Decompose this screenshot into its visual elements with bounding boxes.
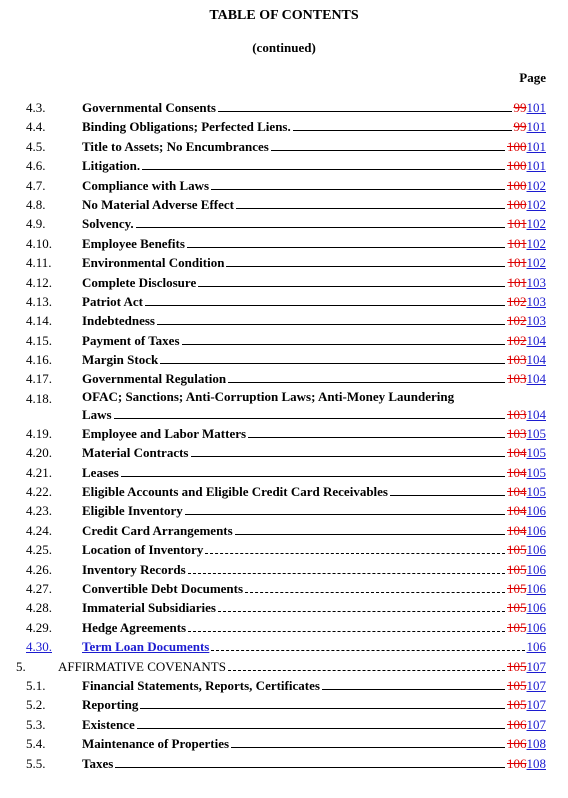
toc-entry-number: 5.3.	[26, 716, 46, 732]
toc-entry-text	[82, 424, 546, 443]
toc-entry[interactable]	[0, 715, 568, 734]
toc-entry-number: 4.27.	[26, 580, 52, 596]
toc-page-number	[514, 117, 547, 136]
toc-entry-number: 4.22.	[26, 484, 52, 500]
toc-entry-number: 4.23.	[26, 503, 52, 519]
toc-leader-line	[137, 716, 505, 729]
inserted-page-number[interactable]: 105	[526, 445, 546, 461]
deleted-page-number: 106	[507, 716, 527, 732]
toc-leader-line	[271, 138, 505, 151]
toc-entry-number: 5.1.	[26, 677, 46, 693]
toc-page-number	[507, 443, 546, 462]
toc-leader-line	[293, 118, 512, 131]
toc-page-number	[507, 214, 546, 233]
toc-page-number	[507, 253, 546, 272]
toc-leader-line	[245, 580, 505, 593]
deleted-page-number: 105	[507, 677, 527, 693]
toc-page-number	[507, 176, 546, 195]
inserted-page-number[interactable]: 102	[526, 255, 546, 271]
toc-entry[interactable]	[0, 482, 568, 501]
deleted-page-number: 100	[507, 177, 527, 193]
toc-entry-text	[82, 695, 546, 714]
toc-entry-text	[82, 117, 546, 136]
deleted-page-number: 101	[507, 274, 527, 290]
toc-entry[interactable]	[0, 214, 568, 233]
toc-page-number	[507, 501, 546, 520]
toc-entry[interactable]	[0, 273, 568, 292]
inserted-page-number[interactable]: 106	[526, 542, 546, 558]
toc-entry-label: Inventory Records	[82, 561, 186, 577]
toc-entry[interactable]	[0, 137, 568, 156]
toc-entry-label: Patriot Act	[82, 293, 144, 309]
toc-entry-label: Environmental Condition	[82, 255, 225, 271]
toc-entry[interactable]	[0, 195, 568, 214]
inserted-page-number[interactable]: 103	[526, 274, 546, 290]
toc-entry-number: 4.20.	[26, 445, 52, 461]
table-of-contents	[0, 98, 568, 773]
toc-leader-line	[191, 444, 506, 457]
inserted-page-number[interactable]: 107	[526, 677, 546, 693]
toc-entry-text	[82, 618, 546, 637]
toc-entry-number: 4.30.	[26, 639, 52, 655]
toc-entry-text	[82, 482, 546, 501]
inserted-page-number[interactable]: 106	[526, 580, 546, 596]
inserted-page-number[interactable]: 102	[526, 235, 546, 251]
toc-leader-line	[114, 406, 505, 419]
toc-entry-label: Eligible Accounts and Eligible Credit Card Receivables	[82, 484, 388, 500]
toc-leader-line	[228, 658, 505, 671]
toc-entry-number: 4.26.	[26, 561, 52, 577]
toc-entry-text	[82, 350, 546, 369]
toc-page-number	[507, 463, 546, 482]
toc-entry[interactable]	[0, 598, 568, 617]
toc-entry-text	[82, 273, 546, 292]
deleted-page-number: 103	[507, 406, 527, 422]
toc-entry[interactable]	[0, 560, 568, 579]
inserted-page-number[interactable]: 106	[526, 561, 546, 577]
toc-page-number	[507, 521, 546, 540]
inserted-page-number[interactable]: 101	[526, 100, 546, 115]
toc-entry[interactable]	[0, 234, 568, 253]
page-column-header: Page	[519, 70, 546, 85]
toc-entry-number: 4.21.	[26, 464, 52, 480]
toc-entry-number: 4.4.	[26, 119, 46, 135]
toc-leader-line	[142, 157, 505, 170]
toc-page-number	[507, 676, 546, 695]
toc-entry-text	[82, 234, 546, 253]
deleted-page-number: 105	[507, 658, 527, 674]
deleted-page-number: 102	[507, 293, 527, 309]
toc-entry-label: Employee Benefits	[82, 235, 185, 251]
toc-entry-label: Reporting	[82, 697, 139, 713]
toc-entry-number: 4.18.	[26, 390, 52, 406]
toc-entry-text	[82, 560, 546, 579]
toc-leader-line	[205, 541, 505, 554]
inserted-page-number[interactable]: 105	[526, 484, 546, 500]
inserted-page-number[interactable]: 101	[526, 158, 546, 174]
toc-entry-number: 4.6.	[26, 158, 46, 174]
toc-entry-label: Hedge Agreements	[82, 619, 187, 635]
toc-entry-number: 5.2.	[26, 697, 46, 713]
inserted-page-number[interactable]: 108	[526, 736, 546, 752]
toc-entry-text	[82, 389, 546, 424]
toc-leader-line	[182, 332, 506, 345]
toc-entry-label: Compliance with Laws	[82, 177, 210, 193]
deleted-page-number: 105	[507, 580, 527, 596]
toc-entry-text	[82, 253, 546, 272]
toc-entry[interactable]	[0, 463, 568, 482]
inserted-page-number[interactable]: 106	[526, 639, 546, 655]
inserted-page-number[interactable]: 104	[526, 406, 546, 422]
toc-entry-number: 4.10.	[26, 235, 52, 251]
toc-entry-number: 4.9.	[26, 216, 46, 232]
toc-entry-label: Existence	[82, 716, 135, 732]
toc-leader-line	[228, 370, 505, 383]
toc-leader-line	[185, 502, 505, 515]
toc-page-number	[507, 311, 546, 330]
toc-entry[interactable]	[0, 389, 568, 424]
deleted-page-number: 103	[507, 425, 527, 441]
toc-entry[interactable]	[0, 311, 568, 330]
toc-page-number	[507, 137, 546, 156]
toc-leader-line	[160, 351, 505, 364]
toc-entry[interactable]	[0, 350, 568, 369]
inserted-page-number[interactable]: 101	[526, 138, 546, 154]
toc-entry[interactable]	[0, 540, 568, 559]
toc-entry-text	[82, 331, 546, 350]
deleted-page-number: 102	[507, 313, 527, 329]
deleted-page-number: 100	[507, 138, 527, 154]
inserted-page-number[interactable]: 102	[526, 196, 546, 212]
toc-leader-line	[218, 99, 512, 112]
toc-leader-line	[140, 696, 505, 709]
inserted-page-number[interactable]: 105	[526, 425, 546, 441]
toc-entry-label: Financial Statements, Reports, Certificates	[82, 677, 320, 693]
toc-page-number	[514, 98, 547, 117]
toc-entry-number: 4.5.	[26, 138, 46, 154]
toc-leader-line	[145, 293, 505, 306]
toc-page-number	[507, 598, 546, 617]
toc-leader-line	[188, 561, 505, 574]
deleted-page-number: 102	[507, 332, 527, 348]
toc-page-number	[507, 715, 546, 734]
toc-entry-label: Material Contracts	[82, 445, 189, 461]
toc-entry[interactable]	[0, 443, 568, 462]
toc-leader-line	[218, 599, 505, 612]
toc-leader-line	[390, 483, 505, 496]
toc-entry-text	[82, 369, 546, 388]
toc-page-number	[527, 637, 547, 656]
toc-entry-label: Governmental Regulation	[82, 371, 227, 387]
toc-page-number	[507, 331, 546, 350]
toc-leader-line	[198, 274, 505, 287]
toc-entry-number: 4.8.	[26, 196, 46, 212]
toc-page-number	[507, 754, 546, 773]
toc-entry-label: Binding Obligations; Perfected Liens.	[82, 119, 291, 135]
toc-leader-line	[211, 638, 524, 651]
deleted-page-number: 104	[507, 464, 527, 480]
toc-entry-label: Term Loan Documents	[82, 639, 210, 655]
inserted-page-number[interactable]: 102	[526, 177, 546, 193]
toc-entry-text	[82, 463, 546, 482]
toc-entry[interactable]	[0, 676, 568, 695]
toc-entry-text	[82, 137, 546, 156]
toc-leader-line	[136, 215, 506, 228]
inserted-page-number[interactable]: 106	[526, 522, 546, 538]
inserted-page-number[interactable]: 102	[526, 216, 546, 232]
toc-entry-label: Credit Card Arrangements	[82, 522, 233, 538]
toc-entry-label: Laws	[82, 406, 112, 422]
deleted-page-number: 103	[507, 371, 527, 387]
toc-entry-number: 4.14.	[26, 313, 52, 329]
toc-entry[interactable]	[0, 734, 568, 753]
toc-entry-text	[82, 195, 546, 214]
toc-entry-label: No Material Adverse Effect	[82, 196, 234, 212]
toc-entry[interactable]	[0, 695, 568, 714]
toc-leader-line	[121, 464, 505, 477]
deleted-page-number: 104	[507, 522, 527, 538]
inserted-page-number[interactable]: 107	[526, 716, 546, 732]
toc-entry-number: 5.5.	[26, 755, 46, 771]
toc-entry-text	[82, 579, 546, 598]
toc-leader-line	[322, 677, 505, 690]
toc-entry-text	[82, 637, 546, 656]
page-title: TABLE OF CONTENTS	[209, 8, 359, 23]
toc-entry-text	[82, 501, 546, 520]
toc-entry[interactable]	[0, 253, 568, 272]
toc-entry-label: Margin Stock	[82, 352, 159, 368]
deleted-page-number: 99	[513, 100, 527, 115]
toc-page-number	[507, 540, 546, 559]
toc-entry-text	[82, 676, 546, 695]
deleted-page-number: 104	[507, 503, 527, 519]
inserted-page-number[interactable]: 108	[526, 755, 546, 771]
toc-leader-line	[226, 254, 505, 267]
toc-entry-label: Indebtedness	[82, 313, 155, 329]
toc-entry-number: 4.19.	[26, 425, 52, 441]
toc-page-number	[507, 195, 546, 214]
toc-entry-number: 4.12.	[26, 274, 52, 290]
deleted-page-number: 100	[507, 196, 527, 212]
toc-page-number	[507, 292, 546, 311]
toc-entry[interactable]	[0, 501, 568, 520]
deleted-page-number: 105	[507, 619, 527, 635]
inserted-page-number[interactable]: 101	[526, 119, 546, 135]
toc-page-number	[507, 405, 546, 424]
deleted-page-number: 106	[507, 736, 527, 752]
toc-entry-number: 4.16.	[26, 352, 52, 368]
toc-page-number	[507, 618, 546, 637]
deleted-page-number: 105	[507, 697, 527, 713]
toc-entry-label: AFFIRMATIVE COVENANTS	[58, 658, 226, 674]
toc-page-number	[507, 482, 546, 501]
toc-entry-number: 4.7.	[26, 177, 46, 193]
toc-entry[interactable]	[0, 117, 568, 136]
toc-entry[interactable]	[0, 579, 568, 598]
toc-page-number	[507, 369, 546, 388]
deleted-page-number: 106	[507, 755, 527, 771]
toc-entry[interactable]	[0, 424, 568, 443]
toc-entry-text	[82, 156, 546, 175]
toc-page-number	[507, 579, 546, 598]
toc-entry-label: Leases	[82, 464, 119, 480]
inserted-page-number[interactable]: 107	[526, 658, 546, 674]
toc-entry-text	[82, 715, 546, 734]
inserted-page-number[interactable]: 104	[526, 371, 546, 387]
toc-entry-number: 4.28.	[26, 600, 52, 616]
toc-entry-label: Title to Assets; No Encumbrances	[82, 138, 269, 154]
inserted-page-number[interactable]: 107	[526, 697, 546, 713]
toc-entry-label: Immaterial Subsidiaries	[82, 600, 216, 616]
toc-leader-line	[188, 619, 505, 632]
toc-entry-number: 4.24.	[26, 522, 52, 538]
toc-page-number	[507, 156, 546, 175]
toc-entry-label: Eligible Inventory	[82, 503, 183, 519]
toc-entry[interactable]	[0, 156, 568, 175]
toc-entry[interactable]	[0, 618, 568, 637]
toc-entry-number: 4.15.	[26, 332, 52, 348]
toc-page-number	[507, 424, 546, 443]
toc-entry-text	[82, 521, 546, 540]
toc-entry-text	[82, 311, 546, 330]
toc-entry-number: 4.29.	[26, 619, 52, 635]
toc-entry-number: 5.	[16, 658, 26, 674]
deleted-page-number: 100	[507, 158, 527, 174]
toc-entry-text	[82, 98, 546, 117]
toc-leader-line	[115, 755, 505, 768]
toc-entry[interactable]	[0, 98, 568, 117]
deleted-page-number: 101	[507, 235, 527, 251]
toc-entry[interactable]	[0, 754, 568, 773]
toc-leader-line	[231, 735, 505, 748]
toc-entry-number: 4.17.	[26, 371, 52, 387]
toc-entry[interactable]	[0, 369, 568, 388]
toc-leader-line	[236, 196, 505, 209]
toc-page-number	[507, 657, 546, 676]
toc-leader-line	[211, 177, 505, 190]
deleted-page-number: 104	[507, 445, 527, 461]
inserted-page-number[interactable]: 106	[526, 619, 546, 635]
inserted-page-number[interactable]: 106	[526, 600, 546, 616]
toc-page-number	[507, 734, 546, 753]
toc-leader-line	[248, 425, 505, 438]
deleted-page-number: 105	[507, 542, 527, 558]
toc-entry-label: Solvency.	[82, 216, 134, 232]
toc-entry-text	[82, 176, 546, 195]
toc-entry-text	[82, 540, 546, 559]
toc-entry-label: Employee and Labor Matters	[82, 425, 247, 441]
toc-page-number	[507, 234, 546, 253]
toc-entry-text	[82, 214, 546, 233]
toc-entry[interactable]	[0, 292, 568, 311]
toc-page-number	[507, 695, 546, 714]
toc-entry-text	[82, 734, 546, 753]
toc-entry-label: Convertible Debt Documents	[82, 580, 244, 596]
toc-entry-label: Maintenance of Properties	[82, 736, 230, 752]
toc-page-number	[507, 350, 546, 369]
toc-entry-label: Payment of Taxes	[82, 332, 180, 348]
deleted-page-number: 101	[507, 255, 527, 271]
deleted-page-number: 104	[507, 484, 527, 500]
inserted-page-number[interactable]: 104	[526, 352, 546, 368]
deleted-page-number: 105	[507, 600, 527, 616]
toc-entry-label: Taxes	[82, 755, 114, 771]
toc-entry-label: Governmental Consents	[82, 100, 216, 115]
inserted-page-number[interactable]: 106	[526, 503, 546, 519]
deleted-page-number: 101	[507, 216, 527, 232]
toc-entry-number: 4.25.	[26, 542, 52, 558]
toc-page-number	[507, 560, 546, 579]
toc-entry-label-line1: OFAC; Sanctions; Anti-Corruption Laws; Anti-Money Laundering	[82, 388, 455, 404]
toc-entry-text	[82, 443, 546, 462]
toc-entry-number: 5.4.	[26, 736, 46, 752]
toc-entry[interactable]	[0, 657, 568, 676]
inserted-page-number[interactable]: 105	[526, 464, 546, 480]
toc-entry-number: 4.3.	[26, 100, 46, 115]
toc-page-number	[507, 273, 546, 292]
toc-leader-line	[235, 522, 505, 535]
deleted-page-number: 105	[507, 561, 527, 577]
toc-entry-number: 4.11.	[26, 255, 52, 271]
toc-entry-label: Complete Disclosure	[82, 274, 197, 290]
inserted-page-number[interactable]: 103	[526, 293, 546, 309]
toc-entry-number: 4.13.	[26, 293, 52, 309]
deleted-page-number: 103	[507, 352, 527, 368]
toc-entry-label: Location of Inventory	[82, 542, 204, 558]
toc-entry-text	[58, 657, 546, 676]
toc-entry[interactable]	[0, 637, 568, 656]
toc-entry-label: Litigation.	[82, 158, 141, 174]
page-subtitle: (continued)	[252, 40, 316, 55]
inserted-page-number[interactable]: 104	[526, 332, 546, 348]
deleted-page-number: 99	[513, 119, 527, 135]
toc-entry-text	[82, 754, 546, 773]
toc-entry-text	[82, 292, 546, 311]
toc-leader-line	[187, 235, 506, 248]
toc-entry[interactable]	[0, 331, 568, 350]
toc-leader-line	[157, 312, 505, 325]
toc-entry[interactable]	[0, 521, 568, 540]
toc-entry[interactable]	[0, 176, 568, 195]
inserted-page-number[interactable]: 103	[526, 313, 546, 329]
toc-entry-text	[82, 598, 546, 617]
